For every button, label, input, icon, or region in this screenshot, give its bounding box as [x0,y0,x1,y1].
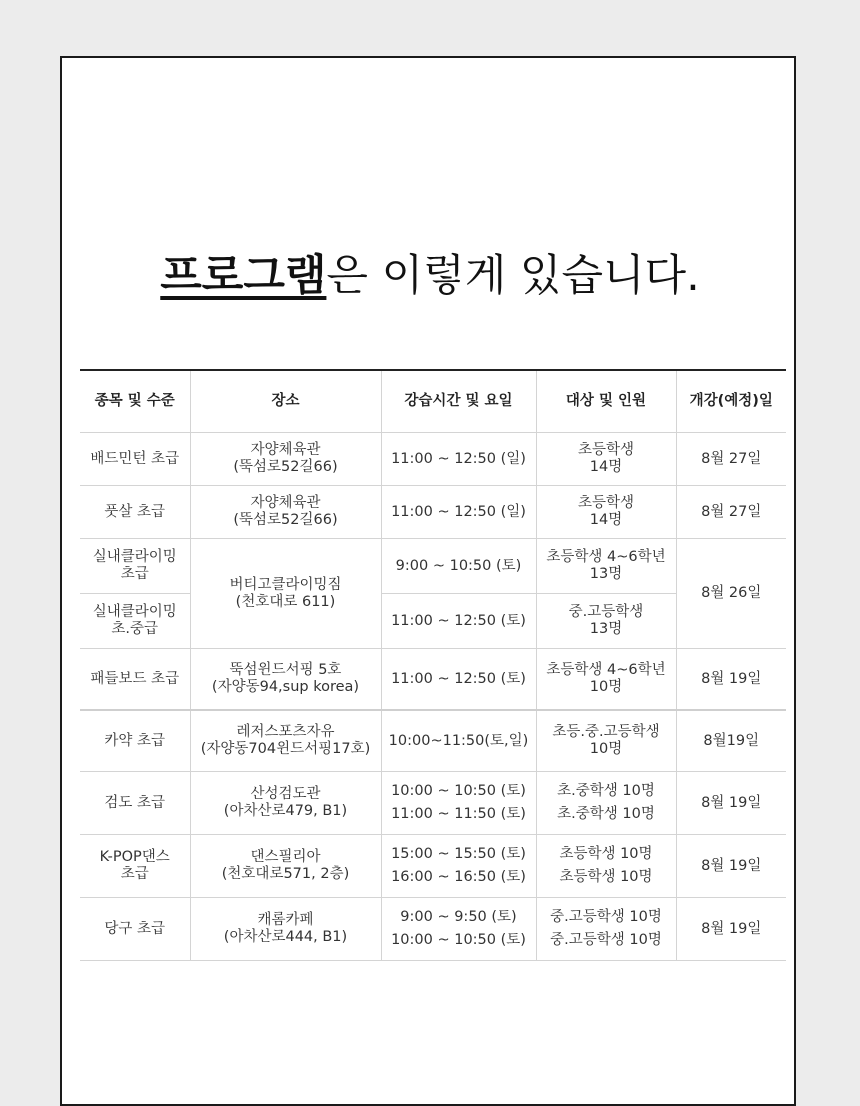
cell-target: 초등학생 14명 [536,433,676,486]
program-schedule-table [80,369,786,961]
header-target: 대상 및 인원 [536,370,676,433]
cell-time: 11:00 ~ 12:50 (토) [381,649,536,711]
table-row [80,539,786,594]
table-header-row [80,370,786,433]
cell-time: 10:00 ~ 10:50 (토) 11:00 ~ 11:50 (토) [381,772,536,835]
cell-sport: K-POP댄스 초급 [80,835,190,898]
page-title-rest: 은 이렇게 있습니다. [326,251,700,301]
cell-start: 8월 27일 [676,433,786,486]
cell-time: 11:00 ~ 12:50 (토) [381,594,536,649]
cell-target: 중.고등학생 13명 [536,594,676,649]
cell-sport: 실내클라이밍 초.중급 [80,594,190,649]
header-class-time: 강습시간 및 요일 [381,370,536,433]
cell-start: 8월 19일 [676,649,786,711]
cell-sport: 풋살 초급 [80,486,190,539]
cell-time: 11:00 ~ 12:50 (일) [381,433,536,486]
cell-place: 레저스포츠자유 (자양동704윈드서핑17호) [190,710,381,772]
page-title [62,246,796,306]
cell-target: 초등학생 4~6학년 13명 [536,539,676,594]
header-sport-level: 종목 및 수준 [80,370,190,433]
cell-time: 9:00 ~ 9:50 (토) 10:00 ~ 10:50 (토) [381,898,536,961]
table-row [80,772,786,835]
table-row [80,433,786,486]
cell-target: 초등학생 14명 [536,486,676,539]
cell-sport: 실내클라이밍 초급 [80,539,190,594]
cell-time: 15:00 ~ 15:50 (토) 16:00 ~ 16:50 (토) [381,835,536,898]
cell-sport: 배드민턴 초급 [80,433,190,486]
header-start-date: 개강(예정)일 [676,370,786,433]
cell-sport: 당구 초급 [80,898,190,961]
cell-start: 8월 26일 [676,539,786,649]
table-row [80,710,786,772]
cell-place: 자양체육관 (뚝섬로52길66) [190,433,381,486]
page-title-highlight: 프로그램 [160,251,327,301]
table-row [80,486,786,539]
cell-sport: 패들보드 초급 [80,649,190,711]
table-row [80,835,786,898]
header-place: 장소 [190,370,381,433]
cell-place: 댄스필리아 (천호대로571, 2층) [190,835,381,898]
cell-start: 8월 19일 [676,898,786,961]
table-row [80,649,786,711]
cell-start: 8월 19일 [676,772,786,835]
cell-start: 8월 27일 [676,486,786,539]
cell-place: 캐롬카페 (아차산로444, B1) [190,898,381,961]
table-row [80,898,786,961]
cell-sport: 카약 초급 [80,710,190,772]
cell-target: 초등학생 4~6학년 10명 [536,649,676,711]
cell-start: 8월 19일 [676,835,786,898]
cell-time: 11:00 ~ 12:50 (일) [381,486,536,539]
cell-target: 초.중학생 10명 초.중학생 10명 [536,772,676,835]
cell-place: 산성검도관 (아차산로479, B1) [190,772,381,835]
cell-time: 10:00~11:50(토,일) [381,710,536,772]
poster-card [60,56,796,1106]
cell-place: 버티고클라이밍짐 (천호대로 611) [190,539,381,649]
cell-target: 초등학생 10명 초등학생 10명 [536,835,676,898]
cell-target: 초등.중.고등학생 10명 [536,710,676,772]
cell-start: 8월19일 [676,710,786,772]
cell-sport: 검도 초급 [80,772,190,835]
cell-place: 자양체육관 (뚝섬로52길66) [190,486,381,539]
cell-time: 9:00 ~ 10:50 (토) [381,539,536,594]
cell-target: 중.고등학생 10명 중.고등학생 10명 [536,898,676,961]
cell-place: 뚝섬윈드서핑 5호 (자양동94,sup korea) [190,649,381,711]
